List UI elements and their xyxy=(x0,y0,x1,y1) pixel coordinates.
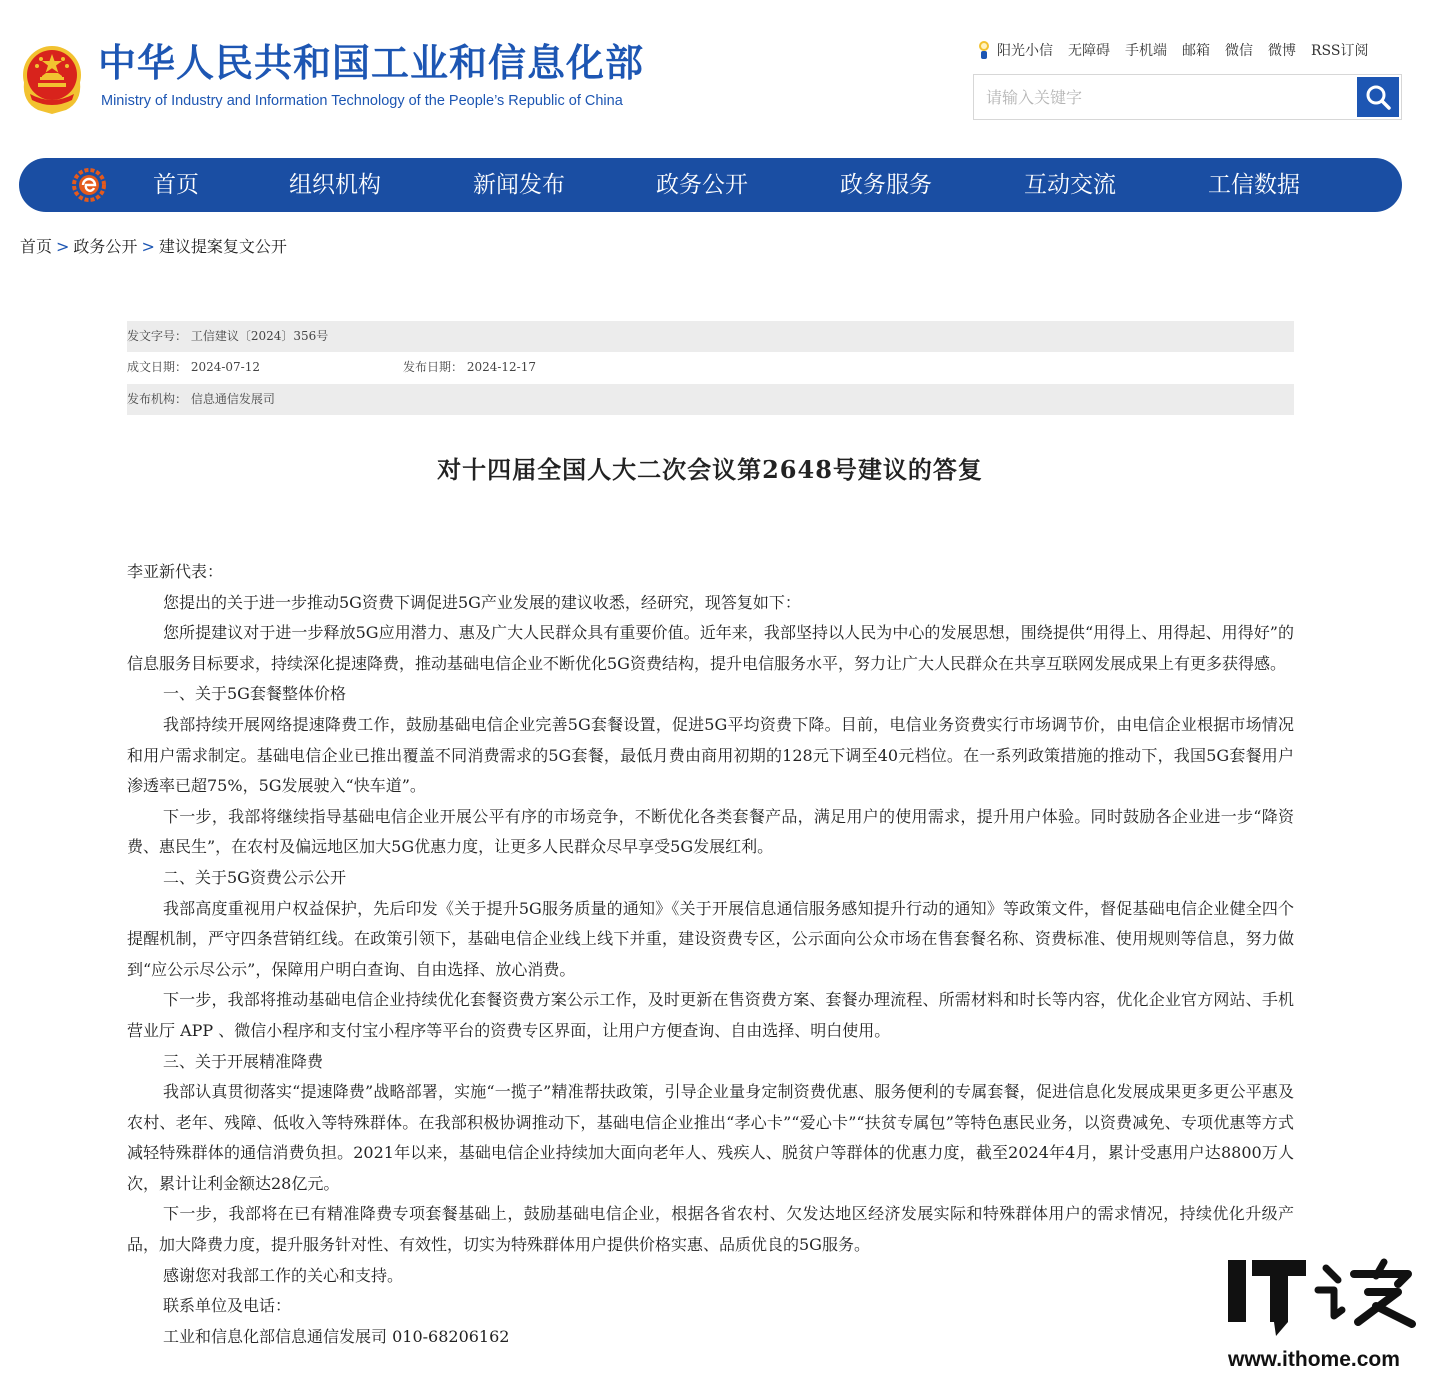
main-nav xyxy=(19,158,1402,212)
top-link-weibo[interactable]: 微博 xyxy=(1268,43,1296,59)
top-link-sunshine[interactable] xyxy=(975,39,1053,61)
contact-info: 工业和信息化部信息通信发展司 010-68206162 xyxy=(163,1326,510,1346)
nav-item-home[interactable]: 首页 xyxy=(153,172,199,198)
paragraph: 我部高度重视用户权益保护，先后印发《关于提升5G服务质量的通知》《关于开展信息通信服务感知提升行动的通知》等政策文件，督促基础电信企业健全四个提醒机制，严守四条营销红线。在政策引领下，基础电信企业线上线下并重，建设资费专区，公示面向公众市场在售套餐名称、资费标准、使用规则等信息，努力做到“应公示尽公示”，保障用户明白查询、自由选择、放心消费。 xyxy=(127,898,1294,979)
nav-item-gov-affairs[interactable]: 政务公开 xyxy=(656,172,748,198)
document-title: 对十四届全国人大二次会议第2648号建议的答复 xyxy=(437,455,983,484)
nav-item-organization[interactable]: 组织机构 xyxy=(289,172,381,198)
meta-issuer: 发布机构： 信息通信发展司 xyxy=(127,392,275,406)
paragraph: 下一步，我部将继续指导基础电信企业开展公平有序的市场竞争，不断优化各类套餐产品，满足用户的使用需求，提升用户体验。同时鼓励各企业进一步“降资费、惠民生”，在农村及偏远地区加大5G优惠力度，让更多人民群众尽早享受5G发展红利。 xyxy=(127,806,1294,857)
top-link-mobile[interactable]: 手机端 xyxy=(1125,43,1167,59)
breadcrumb-current[interactable]: 建议提案复文公开 xyxy=(158,237,287,256)
paragraph: 您提出的关于进一步推动5G资费下调促进5G产业发展的建议收悉，经研究，现答复如下： xyxy=(163,592,801,612)
meta-dates-row xyxy=(127,352,1294,383)
search-button[interactable] xyxy=(1357,77,1399,117)
top-links xyxy=(975,40,1368,60)
contact-label: 联系单位及电话： xyxy=(163,1296,292,1316)
search-icon xyxy=(1365,84,1391,110)
ithome-watermark-logo xyxy=(1226,1258,1420,1374)
breadcrumb-home[interactable]: 首页 xyxy=(20,237,53,256)
site-title: 中华人民共和国工业和信息化部 xyxy=(98,41,645,85)
top-link-wechat[interactable]: 微信 xyxy=(1225,43,1253,59)
nav-item-data[interactable]: 工信数据 xyxy=(1208,172,1300,198)
sunshine-mascot-icon xyxy=(975,39,993,61)
site-subtitle: Ministry of Industry and Information Technology of the People’s Republic of China xyxy=(101,93,623,109)
search-input[interactable] xyxy=(974,75,1357,119)
top-link-rss[interactable]: RSS订阅 xyxy=(1311,43,1369,59)
nav-gear-logo-icon xyxy=(72,168,106,202)
paragraph: 我部认真贯彻落实“提速降费”战略部署，实施“一揽子”精准帮扶政策，引导企业量身定制资费优惠、服务便利的专属套餐，促进信息化发展成果更多更公平惠及农村、老年、残障、低收入等特殊群体。在我部积极协调推动下，基础电信企业推出“孝心卡”“爱心卡”“扶贫专属包”等特色惠民业务，以资费减免、专项优惠等方式减轻特殊群体的通信消费负担。2021年以来，基础电信企业持续加大面向老年人、残疾人、脱贫户等群体的优惠力度，截至2024年4月，累计受惠用户达8800万人次，累计让利金额达28亿元。 xyxy=(127,1082,1294,1193)
top-link-accessibility[interactable]: 无障碍 xyxy=(1068,43,1110,59)
meta-doc-number-row xyxy=(127,321,1294,352)
search-box xyxy=(973,74,1402,120)
breadcrumb-separator: > xyxy=(141,237,155,256)
salutation: 李亚新代表： xyxy=(127,562,224,581)
section-heading: 二、关于5G资费公示公开 xyxy=(163,867,346,887)
breadcrumb xyxy=(20,234,287,257)
nav-item-interaction[interactable]: 互动交流 xyxy=(1024,172,1116,198)
article-body xyxy=(127,557,1294,1352)
closing-thanks: 感谢您对我部工作的关心和支持。 xyxy=(163,1265,404,1285)
nav-item-news[interactable]: 新闻发布 xyxy=(473,172,565,198)
paragraph: 我部持续开展网络提速降费工作，鼓励基础电信企业完善5G套餐设置，促进5G平均资费下降。目前，电信业务资费实行市场调节价，由电信企业根据市场情况和用户需求制定。基础电信企业已推出覆盖不同消费需求的5G套餐，最低月费由商用初期的128元下调至40元档位。在一系列政策措施的推动下，我国5G套餐用户渗透率已超75%，5G发展驶入“快车道”。 xyxy=(127,714,1294,796)
meta-issuer-row xyxy=(127,384,1294,415)
national-emblem-icon xyxy=(20,42,84,114)
meta-published-date: 发布日期： 2024-12-17 xyxy=(403,360,537,374)
paragraph: 下一步，我部将在已有精准降费专项套餐基础上，鼓励基础电信企业，根据各省农村、欠发达地区经济发展实际和特殊群体用户的需求情况，持续优化升级产品，加大降费力度，提升服务针对性、有效性，切实为特殊群体用户提供价格实惠、品质优良的5G服务。 xyxy=(127,1204,1294,1255)
meta-doc-number: 发文字号： 工信建议〔2024〕356号 xyxy=(127,329,329,343)
breadcrumb-gov-affairs[interactable]: 政务公开 xyxy=(73,237,138,256)
section-heading: 一、关于5G套餐整体价格 xyxy=(163,684,346,704)
paragraph: 您所提建议对于进一步释放5G应用潜力、惠及广大人民群众具有重要价值。近年来，我部坚持以人民为中心的发展思想，围绕提供“用得上、用得起、用得好”的信息服务目标要求，持续深化提速降费，推动基础电信企业不断优化5G资费结构，提升电信服务水平，努力让广大人民群众在共享互联网发展成果上有更多获得感。 xyxy=(127,623,1294,673)
top-link-mail[interactable]: 邮箱 xyxy=(1182,43,1210,59)
nav-item-gov-services[interactable]: 政务服务 xyxy=(840,172,932,198)
watermark-url: www.ithome.com xyxy=(1228,1348,1400,1371)
paragraph: 下一步，我部将推动基础电信企业持续优化套餐资费方案公示工作，及时更新在售资费方案、套餐办理流程、所需材料和时长等内容，优化企业官方网站、手机营业厅 APP 、微信小程序和支付宝小程序等平台的资费专区界面，让用户方便查询、自由选择、明白使用。 xyxy=(127,990,1294,1040)
section-heading: 三、关于开展精准降费 xyxy=(163,1051,324,1071)
breadcrumb-separator: > xyxy=(56,237,70,256)
meta-created-date: 成文日期： 2024-07-12 xyxy=(127,360,261,374)
top-link-label: 阳光小信 xyxy=(997,43,1053,59)
